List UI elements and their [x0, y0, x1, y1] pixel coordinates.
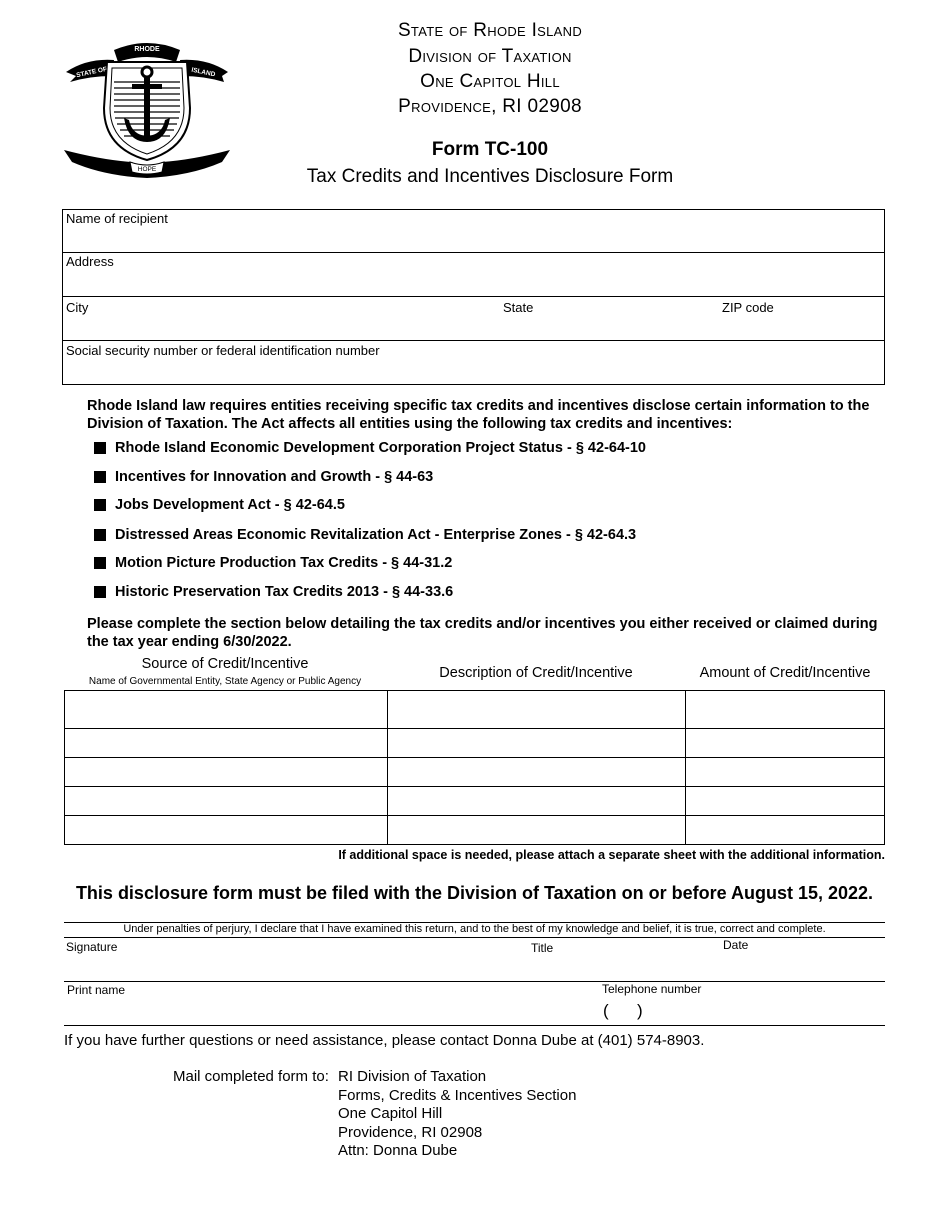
divider	[64, 981, 885, 982]
col-description-header: Description of Credit/Incentive	[439, 665, 633, 681]
mail-line: Forms, Credits & Incentives Section	[338, 1086, 577, 1104]
square-bullet-icon	[94, 529, 106, 541]
divider	[64, 1025, 885, 1026]
amount-cell[interactable]	[686, 758, 885, 787]
amount-cell[interactable]	[686, 729, 885, 758]
col-source-subheader: Name of Governmental Entity, State Agency or Public Agency	[88, 676, 362, 687]
telephone-field[interactable]: ( )	[603, 1001, 643, 1020]
address-field[interactable]	[62, 252, 885, 297]
additional-space-note: If additional space is needed, please attach a separate sheet with the additional information.	[338, 848, 885, 862]
print-name-field[interactable]	[64, 996, 594, 1024]
col-source-header: Source of Credit/Incentive	[141, 656, 309, 672]
description-cell[interactable]	[388, 729, 686, 758]
list-item: Incentives for Innovation and Growth - § 44-63	[94, 469, 433, 485]
seal-anchor-icon	[62, 38, 232, 178]
city-label: City	[66, 300, 89, 315]
mail-address	[338, 1068, 576, 1161]
intro-text: Rhode Island law requires entities receiving specific tax credits and incentives disclose certain information to the Division of Taxation. The Act affects all entities using the following tax credits and incentives:	[87, 398, 870, 432]
amount-cell[interactable]	[686, 691, 885, 729]
table-row	[65, 816, 885, 845]
header-state: State of Rhode Island	[397, 20, 583, 41]
credits-table	[64, 690, 885, 845]
ssn-fein-field[interactable]	[62, 340, 885, 385]
instruction-text: Please complete the section below detailing the tax credits and/or incentives you either received or claimed during the tax year ending 6/30/2022.	[87, 616, 878, 650]
table-row	[65, 758, 885, 787]
square-bullet-icon	[94, 586, 106, 598]
header-address: One Capitol Hill	[420, 71, 560, 92]
source-cell[interactable]	[65, 816, 388, 845]
square-bullet-icon	[94, 499, 106, 511]
signature-label: Signature	[66, 940, 118, 954]
divider	[64, 937, 885, 938]
list-item: Rhode Island Economic Development Corporation Project Status - § 42-64-10	[94, 440, 646, 456]
mail-line: RI Division of Taxation	[338, 1068, 487, 1085]
mail-line: Attn: Donna Dube	[338, 1142, 458, 1159]
signature-field[interactable]	[64, 950, 885, 980]
form-title: Form TC-100	[431, 139, 549, 160]
filing-deadline: This disclosure form must be filed with the Division of Taxation on or before August 15, 2022.	[75, 883, 874, 903]
source-cell[interactable]	[65, 729, 388, 758]
description-cell[interactable]	[388, 816, 686, 845]
header-city: Providence, RI 02908	[398, 96, 582, 117]
zip-label: ZIP code	[722, 300, 774, 315]
list-item: Distressed Areas Economic Revitalization Act - Enterprise Zones - § 42-64.3	[94, 527, 636, 543]
form-subtitle: Tax Credits and Incentives Disclosure Form	[306, 166, 674, 187]
description-cell[interactable]	[388, 787, 686, 816]
source-cell[interactable]	[65, 691, 388, 729]
print-name-label: Print name	[67, 983, 126, 997]
name-of-recipient-label: Name of recipient	[66, 211, 168, 226]
amount-cell[interactable]	[686, 787, 885, 816]
amount-cell[interactable]	[686, 816, 885, 845]
city-state-zip-row[interactable]	[62, 296, 885, 341]
table-row	[65, 787, 885, 816]
svg-text:HOPE: HOPE	[137, 166, 157, 173]
ssn-fein-label: Social security number or federal identification number	[66, 343, 380, 358]
svg-text:RHODE: RHODE	[134, 46, 160, 53]
name-of-recipient-field[interactable]	[62, 209, 885, 253]
address-label: Address	[66, 254, 114, 269]
description-cell[interactable]	[388, 758, 686, 787]
table-row	[65, 691, 885, 729]
description-cell[interactable]	[388, 691, 686, 729]
mail-label: Mail completed form to:	[173, 1068, 329, 1085]
table-row	[65, 729, 885, 758]
list-item: Historic Preservation Tax Credits 2013 - § 44-33.6	[94, 584, 453, 600]
col-amount-header: Amount of Credit/Incentive	[699, 665, 871, 681]
mail-line: One Capitol Hill	[338, 1105, 443, 1122]
svg-text:STATE OF: STATE OF	[75, 65, 108, 80]
header-division: Division of Taxation	[408, 46, 572, 67]
state-seal	[62, 38, 232, 178]
square-bullet-icon	[94, 557, 106, 569]
svg-text:ISLAND: ISLAND	[190, 66, 216, 79]
date-label: Date	[723, 938, 749, 952]
square-bullet-icon	[94, 471, 106, 483]
title-label: Title	[531, 941, 554, 955]
contact-text: If you have further questions or need assistance, please contact Donna Dube at (401) 574-8903.	[64, 1032, 705, 1049]
telephone-label: Telephone number	[602, 982, 702, 996]
state-label: State	[503, 300, 534, 315]
list-item: Jobs Development Act - § 42-64.5	[94, 497, 345, 513]
mail-line: Providence, RI 02908	[338, 1123, 483, 1141]
square-bullet-icon	[94, 442, 106, 454]
list-item: Motion Picture Production Tax Credits - § 44-31.2	[94, 555, 452, 571]
source-cell[interactable]	[65, 758, 388, 787]
source-cell[interactable]	[65, 787, 388, 816]
perjury-statement: Under penalties of perjury, I declare that I have examined this return, and to the best of my knowledge and belief, it is true, correct and complete.	[123, 923, 826, 935]
